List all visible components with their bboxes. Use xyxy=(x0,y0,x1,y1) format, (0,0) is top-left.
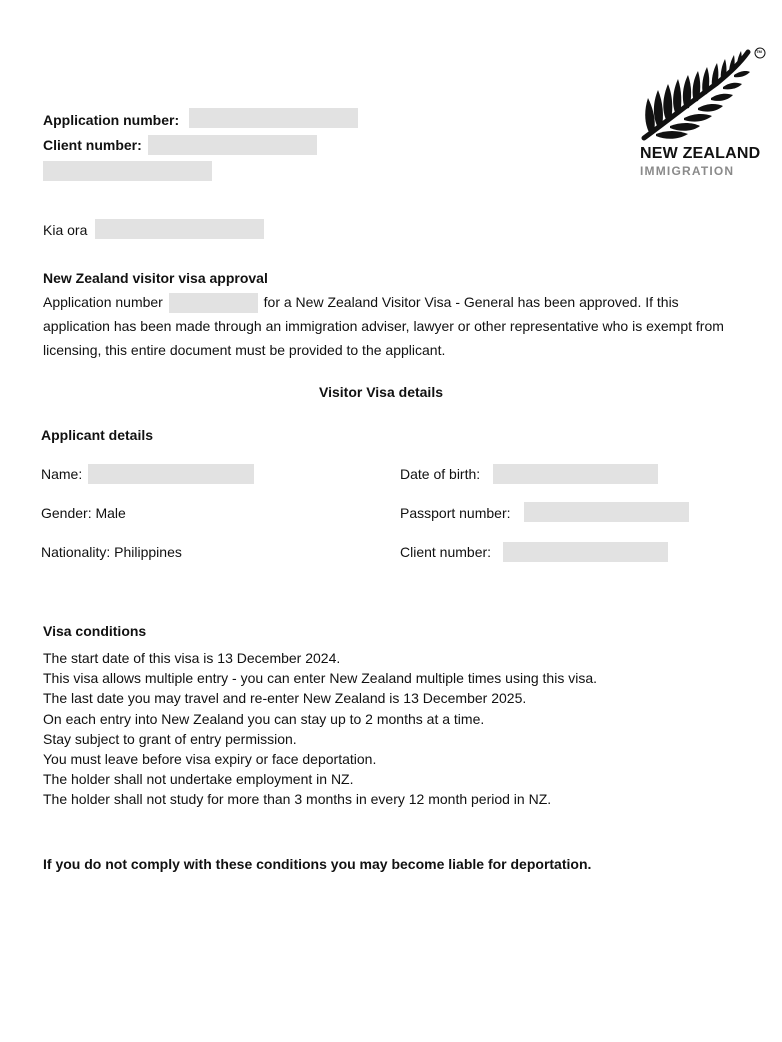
condition-item: On each entry into New Zealand you can stay up to 2 months at a time. xyxy=(43,710,485,727)
redacted-applicant-client-number xyxy=(503,542,668,562)
visa-details-title: Visitor Visa details xyxy=(319,384,443,400)
redacted-date-of-birth xyxy=(493,464,658,484)
condition-item: You must leave before visa expiry or face deportation. xyxy=(43,751,377,768)
condition-item: The holder shall not undertake employment in NZ. xyxy=(43,771,354,788)
name-label: Name: xyxy=(41,466,83,482)
condition-item: The start date of this visa is 13 December 2024. xyxy=(43,650,341,666)
redacted-recipient-name xyxy=(95,219,264,239)
approval-text-after: for a New Zealand Visitor Visa - General has been approved. If this application has been made through an immigration adviser, lawyer or other representative who is exempt from licensing, this entire document must be provided to the applicant. xyxy=(43,294,724,358)
application-number-label: Application number: xyxy=(43,112,180,128)
condition-item: The holder shall not study for more than 3 months in every 12 month period in NZ. xyxy=(43,791,552,808)
logo-subtitle: IMMIGRATION xyxy=(640,164,735,178)
redacted-application-number xyxy=(189,108,358,128)
client-number-label: Client number: xyxy=(43,137,142,153)
date-of-birth-label: Date of birth: xyxy=(400,466,481,482)
visa-conditions-list xyxy=(43,648,597,810)
gender-field: Gender: Male xyxy=(41,505,126,521)
applicant-client-number-label: Client number: xyxy=(400,544,492,560)
redacted-header-line xyxy=(43,161,212,181)
approval-text-before: Application number xyxy=(43,294,163,310)
applicant-details-heading: Applicant details xyxy=(41,427,154,443)
nationality-field: Nationality: Philippines xyxy=(41,544,182,560)
trademark-mark: TM xyxy=(756,49,762,54)
logo-wordmark: NEW ZEALAND xyxy=(640,145,761,162)
redacted-client-number xyxy=(148,135,317,155)
redacted-name xyxy=(88,464,254,484)
redacted-approval-application-number xyxy=(169,293,258,313)
silver-fern-icon xyxy=(636,44,770,184)
approval-paragraph xyxy=(43,290,733,362)
condition-item: The last date you may travel and re-enter New Zealand is 13 December 2025. xyxy=(43,690,527,707)
deportation-warning: If you do not comply with these conditions you may become liable for deportation. xyxy=(43,856,592,872)
redacted-passport-number xyxy=(524,502,689,522)
condition-item: This visa allows multiple entry - you can enter New Zealand multiple times using this visa. xyxy=(43,670,598,687)
greeting: Kia ora xyxy=(43,222,88,238)
visa-conditions-heading: Visa conditions xyxy=(43,623,147,639)
approval-heading: New Zealand visitor visa approval xyxy=(43,270,268,286)
condition-item: Stay subject to grant of entry permission. xyxy=(43,730,297,747)
passport-number-label: Passport number: xyxy=(400,505,511,521)
